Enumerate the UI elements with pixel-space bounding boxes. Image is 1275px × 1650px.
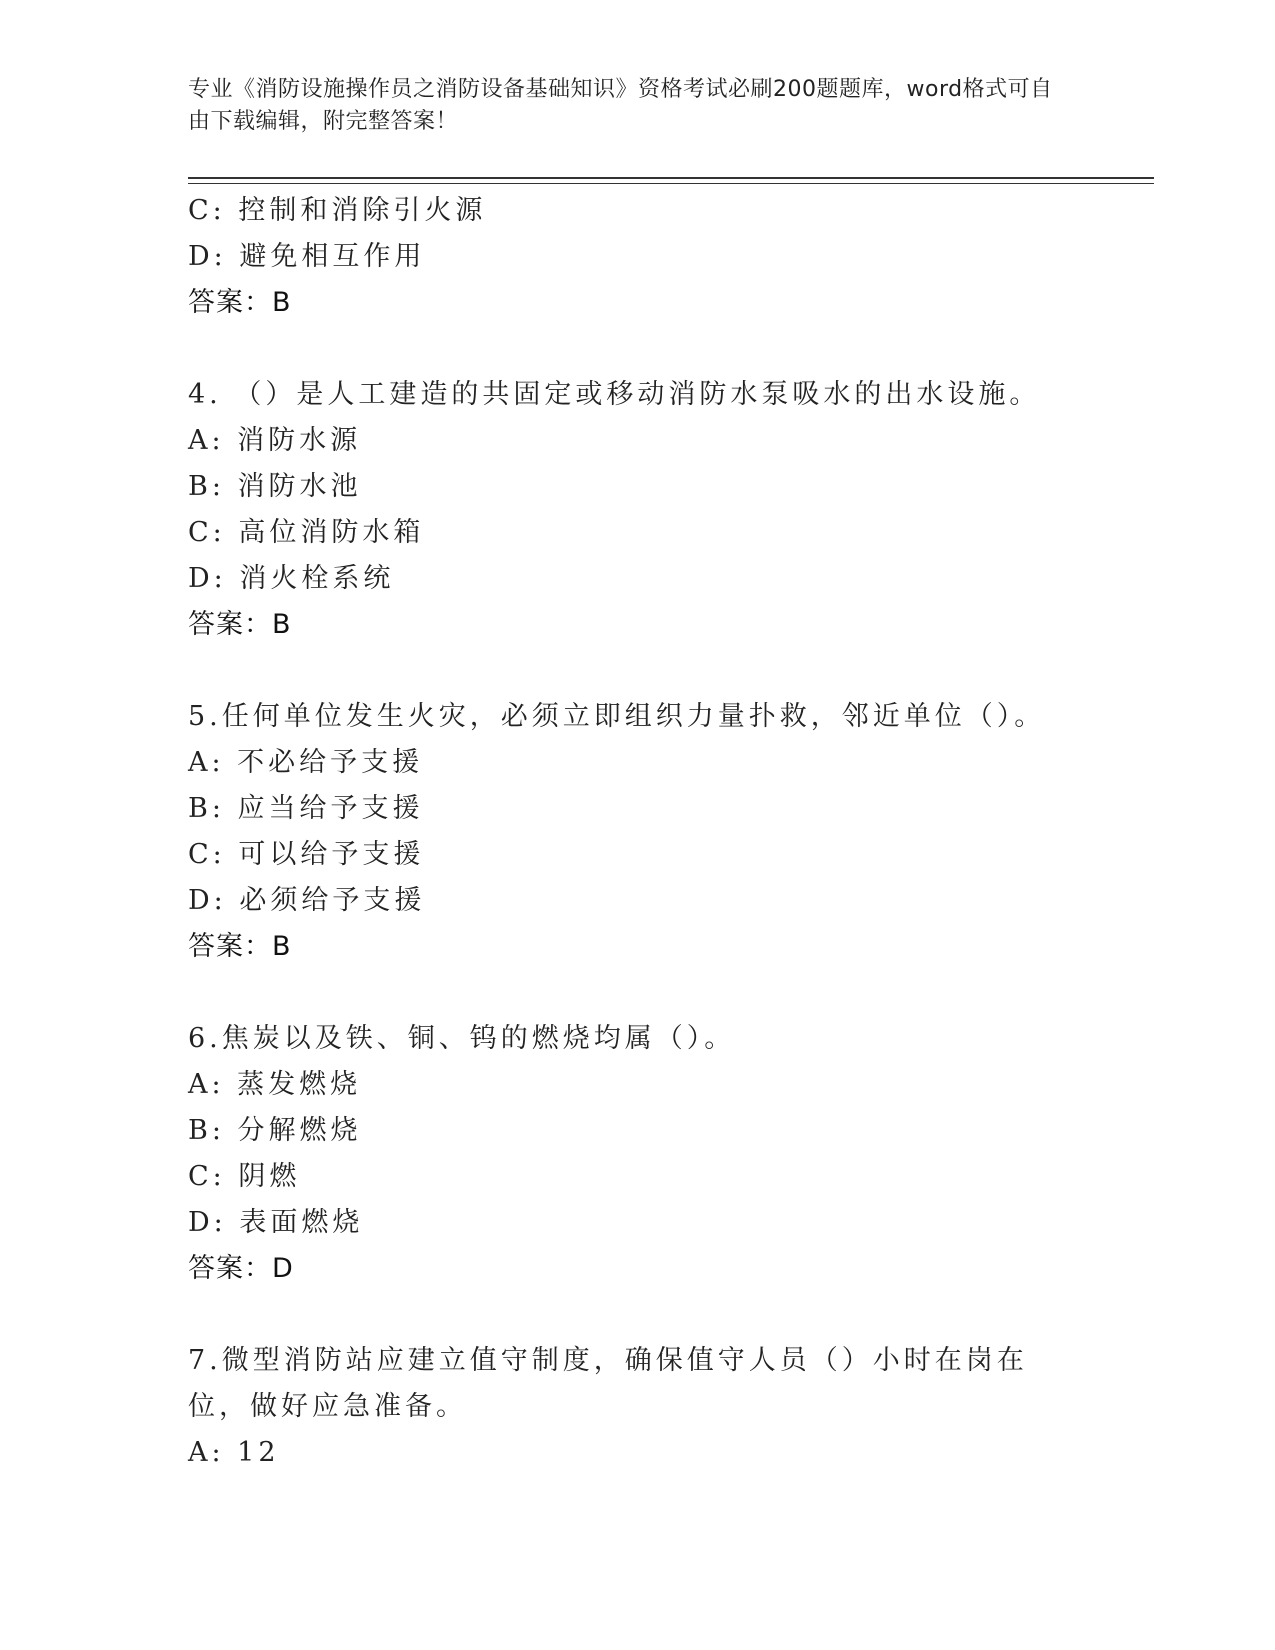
answer-line: 答案：D [188, 1253, 294, 1284]
spacer [188, 648, 1088, 694]
option-d: D: 消火栓系统 [188, 563, 395, 594]
option-c: C: 可以给予支援 [188, 839, 425, 870]
option-a: A: 消防水源 [188, 425, 362, 456]
option-c: C: 控制和消除引火源 [188, 195, 487, 226]
question-block-5 [188, 694, 1088, 970]
header-rule-thick [188, 177, 1154, 179]
answer-line: 答案：B [188, 931, 292, 962]
document-title: 专业《消防设施操作员之消防设备基础知识》资格考试必刷200题题库，word格式可自由下载编辑，附完整答案！ [188, 77, 1053, 134]
spacer [188, 1292, 1088, 1338]
question-block-4 [188, 372, 1088, 648]
question-stem: 4. （）是人工建造的共固定或移动消防水泵吸水的出水设施。 [188, 379, 1041, 410]
option-a: A: 蒸发燃烧 [188, 1069, 362, 1100]
document-header [188, 74, 1068, 138]
header-rule-thin [188, 183, 1154, 184]
answer-line: 答案：B [188, 609, 292, 640]
option-d: D: 表面燃烧 [188, 1207, 364, 1238]
question-stem: 6.焦炭以及铁、铜、钨的燃烧均属（）。 [188, 1023, 736, 1054]
option-c: C: 阴燃 [188, 1161, 301, 1192]
answer-line: 答案：B [188, 287, 292, 318]
option-b: B: 消防水池 [188, 471, 362, 502]
question-block-7 [188, 1338, 1088, 1476]
option-a: A: 12 [188, 1437, 280, 1468]
option-d: D: 必须给予支援 [188, 885, 426, 916]
question-block-partial [188, 188, 1088, 326]
question-block-6 [188, 1016, 1088, 1292]
option-b: B: 应当给予支援 [188, 793, 424, 824]
question-list [188, 188, 1088, 1476]
option-b: B: 分解燃烧 [188, 1115, 362, 1146]
option-a: A: 不必给予支援 [188, 747, 424, 778]
option-c: C: 高位消防水箱 [188, 517, 425, 548]
question-stem: 5.任何单位发生火灾，必须立即组织力量扑救，邻近单位（）。 [188, 701, 1046, 732]
option-d: D: 避免相互作用 [188, 241, 426, 272]
question-stem: 7.微型消防站应建立值守制度，确保值守人员（）小时在岗在位，做好应急准备。 [188, 1345, 1028, 1422]
spacer [188, 326, 1088, 372]
spacer [188, 970, 1088, 1016]
